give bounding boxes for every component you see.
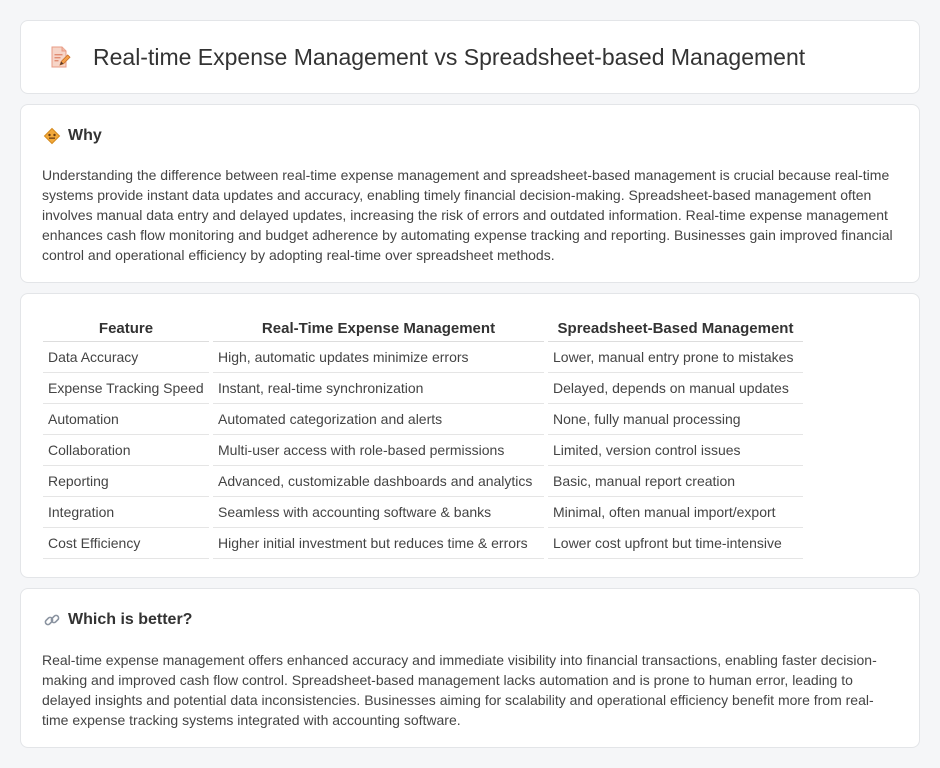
title-card	[20, 20, 920, 94]
table-row	[43, 527, 803, 558]
link-icon	[43, 611, 61, 629]
table-row	[43, 496, 803, 527]
better-heading: Which is better?	[68, 611, 193, 628]
why-heading-row	[43, 127, 102, 145]
column-header-feature: Feature	[43, 314, 211, 341]
column-header-real-time: Real-Time Expense Management	[211, 314, 546, 341]
diamond-sign-icon	[43, 127, 61, 145]
why-section	[20, 104, 920, 283]
real-time-cell: Advanced, customizable dashboards and analytics	[211, 465, 546, 496]
real-time-cell: High, automatic updates minimize errors	[211, 341, 546, 372]
real-time-cell: Automated categorization and alerts	[211, 403, 546, 434]
real-time-cell: Multi-user access with role-based permissions	[211, 434, 546, 465]
table-header-row	[43, 314, 803, 341]
spreadsheet-cell: Basic, manual report creation	[546, 465, 803, 496]
spreadsheet-cell: Lower cost upfront but time-intensive	[546, 527, 803, 558]
spreadsheet-cell: Delayed, depends on manual updates	[546, 372, 803, 403]
spreadsheet-cell: Lower, manual entry prone to mistakes	[546, 341, 803, 372]
feature-cell: Cost Efficiency	[43, 527, 211, 558]
title-row	[21, 21, 919, 93]
table-row	[43, 341, 803, 372]
feature-cell: Automation	[43, 403, 211, 434]
spreadsheet-cell: Limited, version control issues	[546, 434, 803, 465]
real-time-cell: Seamless with accounting software & banks	[211, 496, 546, 527]
comparison-table	[43, 314, 803, 559]
spreadsheet-cell: None, fully manual processing	[546, 403, 803, 434]
why-heading: Why	[68, 127, 102, 144]
table-row	[43, 465, 803, 496]
real-time-cell: Higher initial investment but reduces time & errors	[211, 527, 546, 558]
which-is-better-section	[20, 588, 920, 748]
document-edit-icon	[47, 45, 71, 69]
spreadsheet-cell: Minimal, often manual import/export	[546, 496, 803, 527]
feature-cell: Expense Tracking Speed	[43, 372, 211, 403]
table-row	[43, 434, 803, 465]
page-title: Real-time Expense Management vs Spreadsheet-based Management	[93, 43, 806, 70]
table-row	[43, 403, 803, 434]
feature-cell: Collaboration	[43, 434, 211, 465]
feature-cell: Data Accuracy	[43, 341, 211, 372]
table-row	[43, 372, 803, 403]
column-header-spreadsheet: Spreadsheet-Based Management	[546, 314, 803, 341]
feature-cell: Reporting	[43, 465, 211, 496]
real-time-cell: Instant, real-time synchronization	[211, 372, 546, 403]
comparison-section	[20, 293, 920, 578]
why-text: Understanding the difference between real-time expense management and spreadsheet-based management is crucial because real-time systems provide instant data updates and accuracy, enabling timely financial decision-making. Spreadsheet-based management often involves manual data entry and delayed updates, increasing the risk of errors and outdated information. Real-time expense management enhances cash flow monitoring and budget adherence by automating expense tracking and reporting. Businesses gain improved financial control and operational efficiency by adopting real-time over spreadsheet methods.	[42, 167, 893, 263]
feature-cell: Integration	[43, 496, 211, 527]
better-text: Real-time expense management offers enhanced accuracy and immediate visibility into financial transactions, enabling faster decision-making and improved cash flow control. Spreadsheet-based management lacks automation and is prone to human error, leading to delayed insights and potential data inconsistencies. Businesses aiming for scalability and operational efficiency benefit more from real-time expense tracking systems integrated with accounting software.	[42, 652, 877, 728]
better-heading-row	[43, 611, 192, 629]
